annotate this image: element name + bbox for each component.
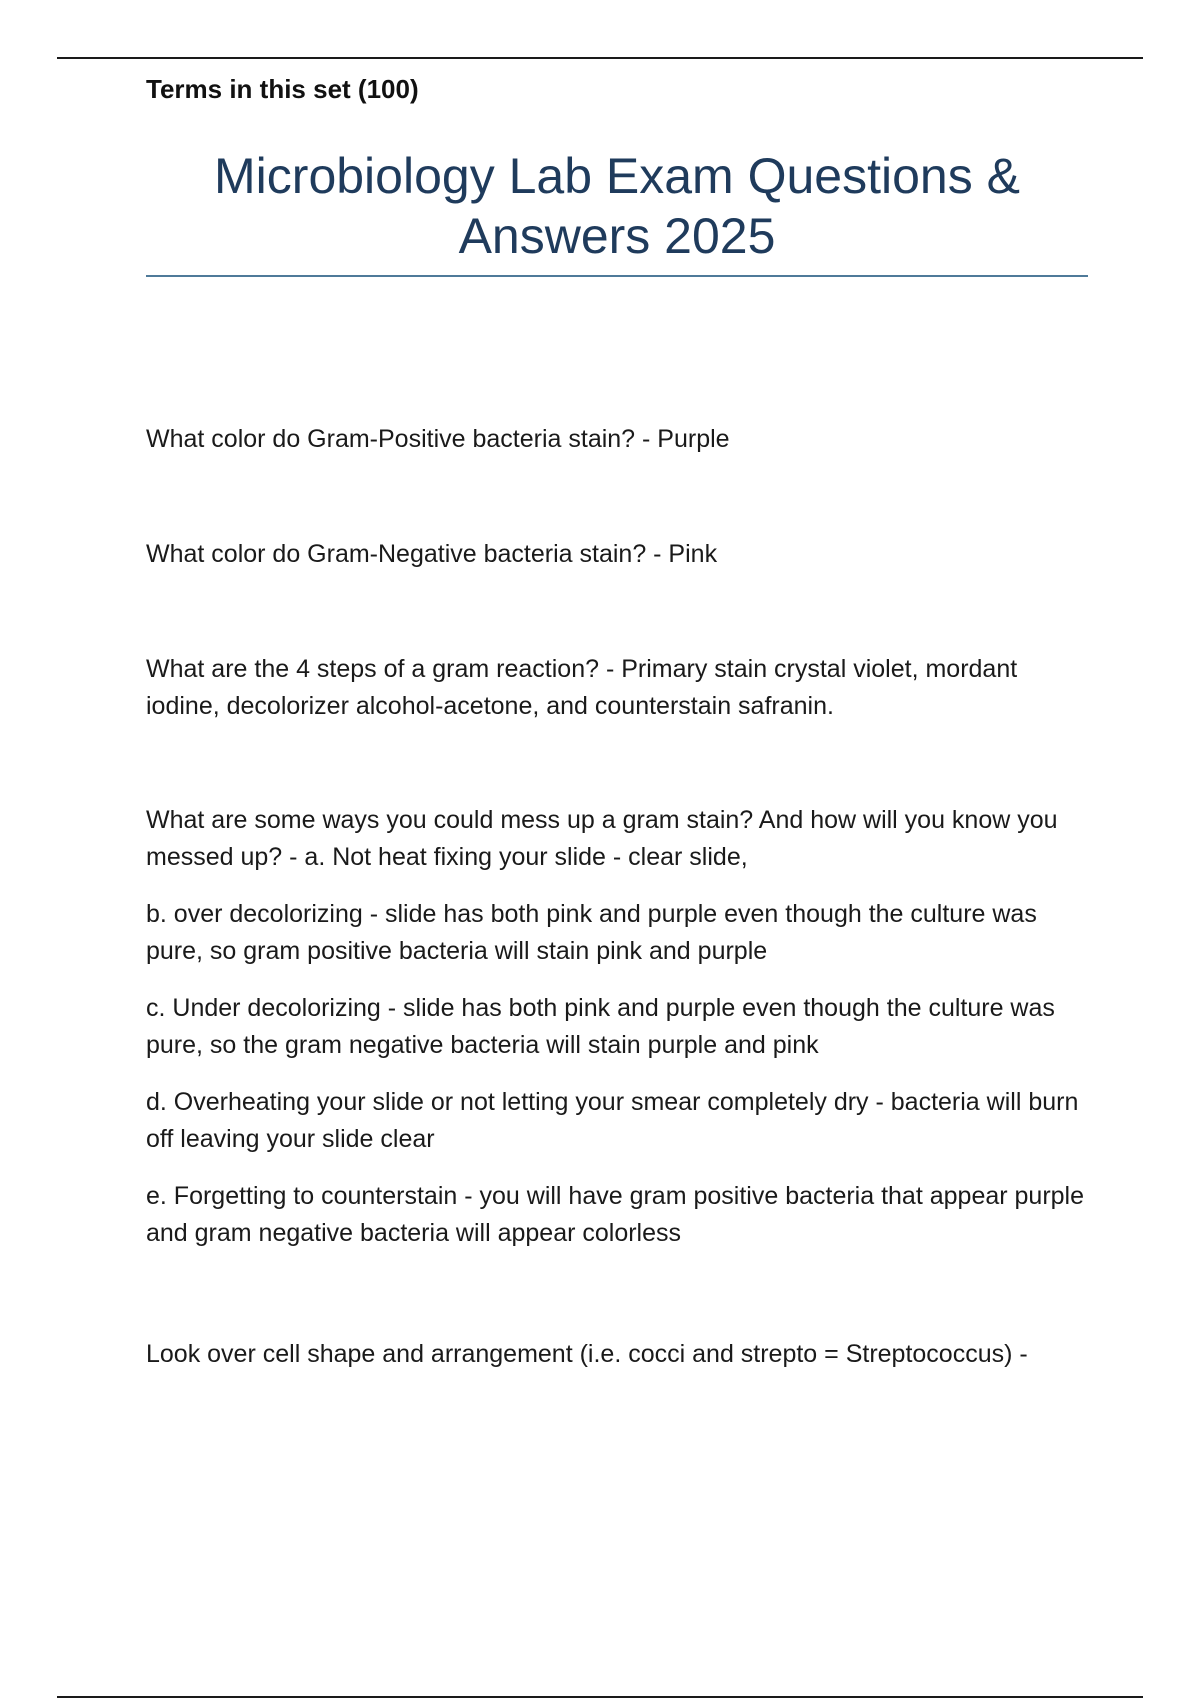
qa-subpoint-e: e. Forgetting to counterstain - you will have gram positive bacteria that appear purple and gram negative bacteria will appear colorless [146,1182,1085,1247]
qa-entry-gram-mistakes [146,802,1096,1252]
qa-text: What are some ways you could mess up a gram stain? And how will you know you messed up? - a. Not heat fixing your slide - clear slide, [146,806,1058,871]
document-title: Microbiology Lab Exam Questions & Answers 2025 [214,148,1020,264]
qa-text: What are the 4 steps of a gram reaction? - Primary stain crystal violet, mordant iodine, decolorizer alcohol-acetone, and counterstain safranin. [146,655,1018,720]
qa-entry-gram-positive [146,421,1096,458]
title-underline [146,275,1088,277]
qa-subpoint-b: b. over decolorizing - slide has both pink and purple even though the culture was pure, so gram positive bacteria will stain pink and purple [146,900,1037,965]
qa-subpoint-d: d. Overheating your slide or not letting your smear completely dry - bacteria will burn off leaving your slide clear [146,1088,1079,1153]
qa-text: Look over cell shape and arrangement (i.e. cocci and strepto = Streptococcus) - [146,1340,1028,1368]
terms-count-label: Terms in this set (100) [146,74,419,104]
qa-text: What color do Gram-Negative bacteria stain? - Pink [146,540,718,568]
qa-entry-gram-steps [146,651,1096,725]
qa-subpoint-c: c. Under decolorizing - slide has both pink and purple even though the culture was pure, so the gram negative bacteria will stain purple and pink [146,994,1055,1059]
qa-entry-cell-shape [146,1336,1096,1373]
top-divider [57,57,1143,59]
bottom-divider [57,1696,1143,1698]
qa-entry-gram-negative [146,536,1096,573]
qa-text: What color do Gram-Positive bacteria stain? - Purple [146,425,730,453]
